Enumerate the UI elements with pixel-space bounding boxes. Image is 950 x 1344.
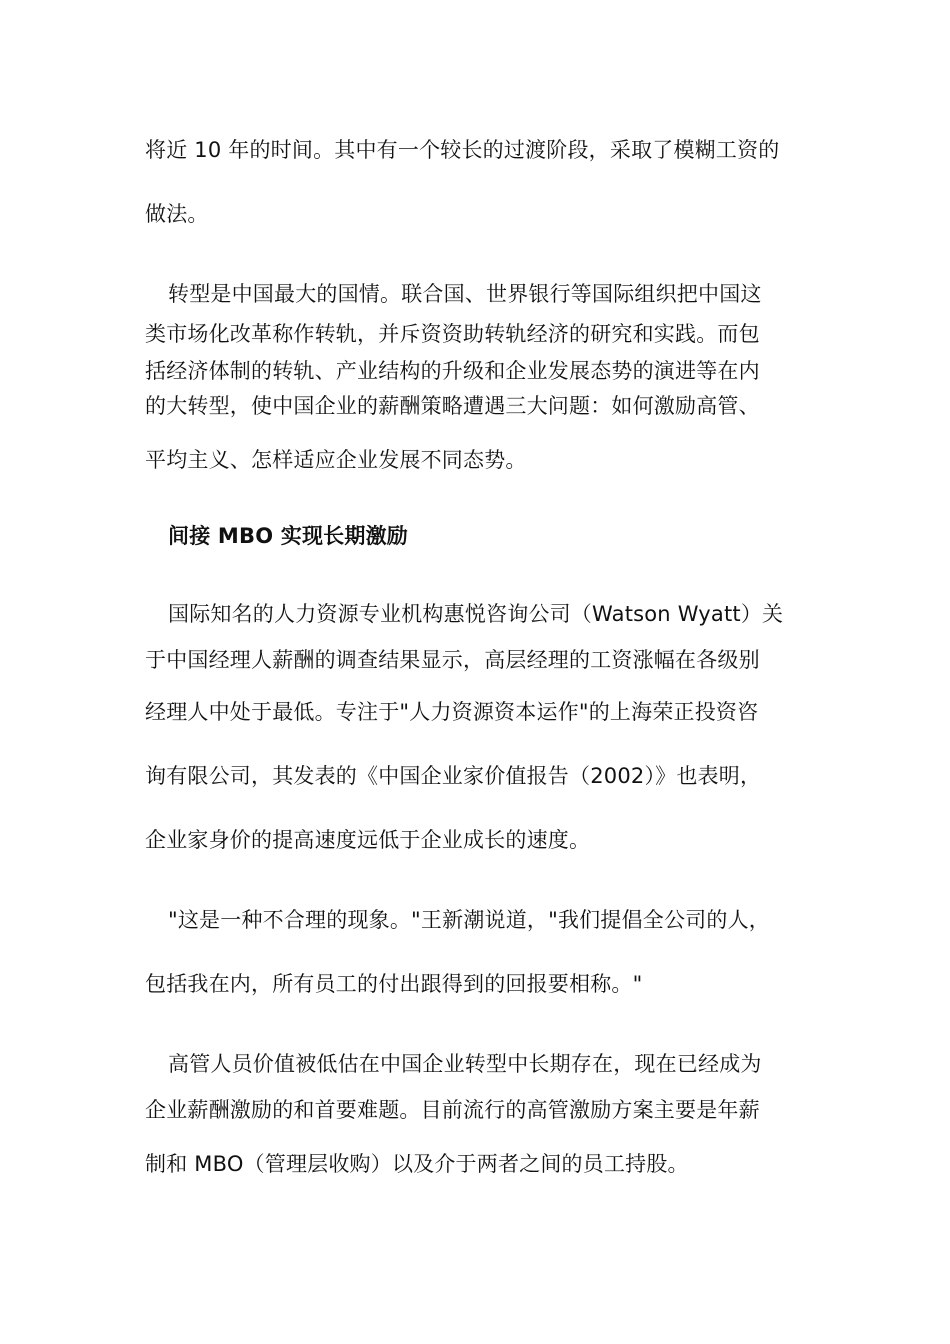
text-line: 企业家身价的提高速度远低于企业成长的速度。: [145, 828, 591, 852]
text-line: 转型是中国最大的国情。联合国、世界银行等国际组织把中国这: [168, 282, 762, 306]
text-line: 国际知名的人力资源专业机构惠悦咨询公司（Watson Wyatt）关: [168, 602, 784, 626]
section-heading: 间接 MBO 实现长期激励: [168, 524, 408, 548]
text-line: 询有限公司，其发表的《中国企业家价值报告（2002）》也表明，: [145, 764, 762, 788]
text-line: 经理人中处于最低。专注于"人力资源资本运作"的上海荣正投资咨: [145, 700, 759, 724]
text-line: 高管人员价值被低估在中国企业转型中长期存在，现在已经成为: [168, 1052, 762, 1076]
text-line: 平均主义、怎样适应企业发展不同态势。: [145, 448, 527, 472]
text-line: "这是一种不合理的现象。"王新潮说道，"我们提倡全公司的人，: [168, 908, 770, 932]
text-line: 的大转型，使中国企业的薪酬策略遭遇三大问题：如何激励高管、: [145, 394, 760, 418]
text-line: 于中国经理人薪酬的调查结果显示，高层经理的工资涨幅在各级别: [145, 648, 760, 672]
text-line: 做法。: [145, 202, 209, 226]
text-line: 类市场化改革称作转轨，并斥资资助转轨经济的研究和实践。而包: [145, 322, 760, 346]
text-line: 将近 10 年的时间。其中有一个较长的过渡阶段，采取了模糊工资的: [145, 138, 780, 162]
text-line: 括经济体制的转轨、产业结构的升级和企业发展态势的演进等在内: [145, 359, 760, 383]
text-line: 制和 MBO（管理层收购）以及介于两者之间的员工持股。: [145, 1152, 689, 1176]
text-line: 包括我在内，所有员工的付出跟得到的回报要相称。": [145, 972, 643, 996]
text-line: 企业薪酬激励的和首要难题。目前流行的高管激励方案主要是年薪: [145, 1098, 760, 1122]
